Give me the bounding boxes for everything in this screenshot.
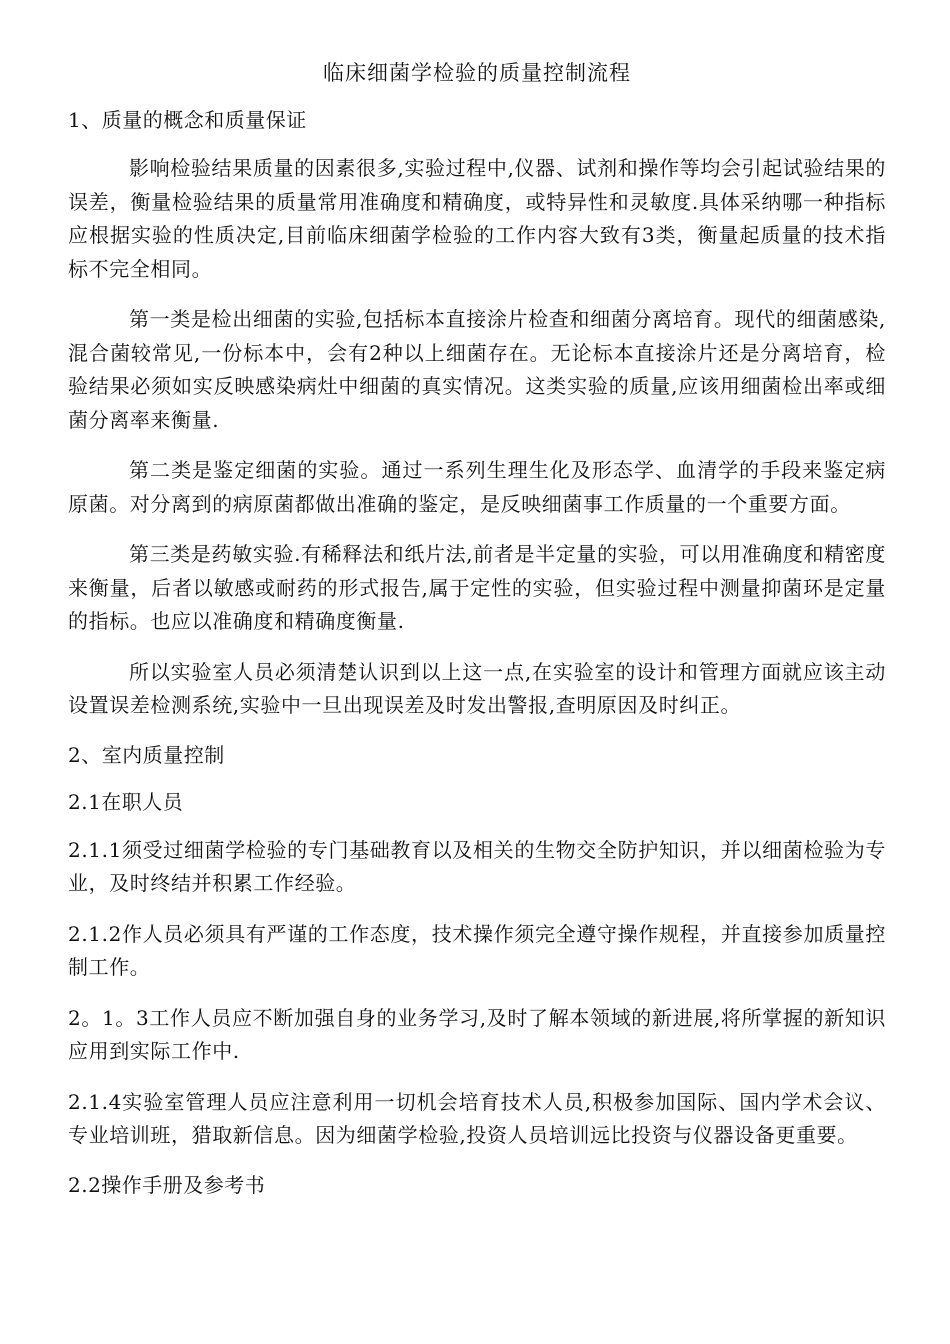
subsection-2-1-item: 2。1。3工作人员应不断加强自身的业务学习,及时了解本领域的新进展,将所掌握的新知识应用到实际工作中. xyxy=(68,1005,886,1063)
section-1-paragraph: 影响检验结果质量的因素很多,实验过程中,仪器、试剂和操作等均会引起试验结果的误差，衡量检验结果的质量常用准确度和精确度，或特异性和灵敏度.具体采纳哪一种指标应根据实验的性质决定,目前临床细菌学检验的工作内容大致有3类，衡量起质量的技术指标不完全相同。 xyxy=(68,156,886,281)
section-1-paragraph: 所以实验室人员必须清楚认识到以上这一点,在实验室的设计和管理方面就应该主动设置误差检测系统,实验中一旦出现误差及时发出警报,查明原因及时纠正。 xyxy=(68,659,886,717)
document-title: 临床细菌学检验的质量控制流程 xyxy=(323,61,631,85)
section-2-heading: 2、室内质量控制 xyxy=(68,742,225,767)
subsection-2-1-item: 2.1.2作人员必须具有严谨的工作态度，技术操作须完全遵守操作规程，并直接参加质量控制工作。 xyxy=(68,921,886,979)
subsection-2-1-heading: 2.1在职人员 xyxy=(68,789,184,814)
section-1-heading: 1、质量的概念和质量保证 xyxy=(68,108,307,132)
subsection-2-2-heading: 2.2操作手册及参考书 xyxy=(68,1172,266,1197)
section-1-paragraph: 第三类是药敏实验.有稀释法和纸片法,前者是半定量的实验，可以用准确度和精密度来衡量，后者以敏感或耐药的形式报告,属于定性的实验，但实验过程中测量抑菌环是定量的指标。也应以准确度和精确度衡量. xyxy=(68,542,886,633)
document-page xyxy=(68,58,886,1217)
subsection-2-1-item: 2.1.4实验室管理人员应注意利用一切机会培育技术人员,积极参加国际、国内学术会议、专业培训班，猎取新信息。因为细菌学检验,投资人员培训远比投资与仪器设备更重要。 xyxy=(68,1089,886,1147)
section-1-paragraph: 第二类是鉴定细菌的实验。通过一系列生理生化及形态学、血清学的手段来鉴定病原菌。对分离到的病原菌都做出准确的鉴定，是反映细菌事工作质量的一个重要方面。 xyxy=(68,458,886,516)
subsection-2-1-item: 2.1.1须受过细菌学检验的专门基础教育以及相关的生物交全防护知识，并以细菌检验为专业，及时终结并积累工作经验。 xyxy=(68,837,886,895)
section-1-paragraph: 第一类是检出细菌的实验,包括标本直接涂片检查和细菌分离培育。现代的细菌感染,混合菌较常见,一份标本中，会有2种以上细菌存在。无论标本直接涂片还是分离培育，检验结果必须如实反映感染病灶中细菌的真实情况。这类实验的质量,应该用细菌检出率或细菌分离率来衡量. xyxy=(68,307,886,432)
